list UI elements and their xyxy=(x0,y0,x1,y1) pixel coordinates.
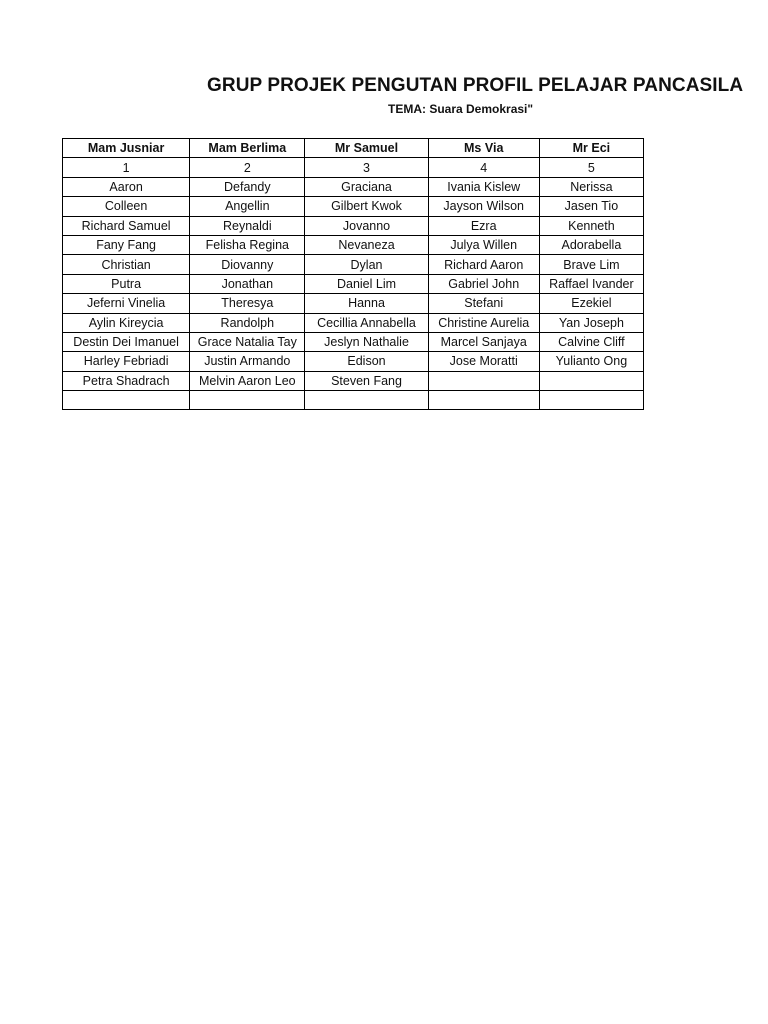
table-cell[interactable]: Defandy xyxy=(190,177,305,196)
table-cell[interactable] xyxy=(428,371,539,390)
table-cell[interactable]: Cecillia Annabella xyxy=(305,313,428,332)
table-cell[interactable]: Angellin xyxy=(190,197,305,216)
table-cell[interactable]: Hanna xyxy=(305,294,428,313)
table-cell[interactable]: 1 xyxy=(63,158,190,177)
table-cell[interactable]: Richard Aaron xyxy=(428,255,539,274)
table-cell[interactable]: Steven Fang xyxy=(305,371,428,390)
table-cell[interactable]: Jasen Tio xyxy=(539,197,643,216)
table-cell[interactable] xyxy=(305,391,428,410)
table-cell[interactable] xyxy=(539,371,643,390)
table-cell[interactable]: Ezra xyxy=(428,216,539,235)
table-cell[interactable]: Christine Aurelia xyxy=(428,313,539,332)
table-cell[interactable]: Aaron xyxy=(63,177,190,196)
table-cell[interactable]: Nevaneza xyxy=(305,235,428,254)
header-cell[interactable]: Mam Jusniar xyxy=(63,139,190,158)
table-cell[interactable]: Harley Febriadi xyxy=(63,352,190,371)
table-cell[interactable]: Gabriel John xyxy=(428,274,539,293)
table-row xyxy=(63,216,644,235)
table-cell[interactable]: Colleen xyxy=(63,197,190,216)
table-cell[interactable] xyxy=(539,391,643,410)
table-cell[interactable]: Felisha Regina xyxy=(190,235,305,254)
table-cell[interactable]: Richard Samuel xyxy=(63,216,190,235)
table-cell[interactable]: Jayson Wilson xyxy=(428,197,539,216)
title-clip xyxy=(0,72,744,100)
table-cell[interactable]: Yan Joseph xyxy=(539,313,643,332)
table-cell[interactable]: Reynaldi xyxy=(190,216,305,235)
table-cell[interactable]: Fany Fang xyxy=(63,235,190,254)
table-cell[interactable]: 2 xyxy=(190,158,305,177)
table-row xyxy=(63,294,644,313)
table-cell[interactable]: Stefani xyxy=(428,294,539,313)
table-row xyxy=(63,391,644,410)
table-cell[interactable]: 4 xyxy=(428,158,539,177)
table-cell[interactable]: Daniel Lim xyxy=(305,274,428,293)
table-cell[interactable]: Adorabella xyxy=(539,235,643,254)
table-cell[interactable]: Putra xyxy=(63,274,190,293)
table-cell[interactable]: Diovanny xyxy=(190,255,305,274)
table-cell[interactable]: Julya Willen xyxy=(428,235,539,254)
table-row xyxy=(63,274,644,293)
table-cell[interactable]: Nerissa xyxy=(539,177,643,196)
table-cell[interactable]: Jose Moratti xyxy=(428,352,539,371)
table-row xyxy=(63,177,644,196)
table-cell[interactable]: Randolph xyxy=(190,313,305,332)
table-row xyxy=(63,158,644,177)
table-row xyxy=(63,197,644,216)
table-cell[interactable]: Petra Shadrach xyxy=(63,371,190,390)
header-cell[interactable]: Mr Eci xyxy=(539,139,643,158)
page-subtitle: TEMA: Suara Demokrasi" xyxy=(388,102,534,116)
table-cell[interactable]: Jonathan xyxy=(190,274,305,293)
table-cell[interactable]: 5 xyxy=(539,158,643,177)
table-cell[interactable]: Brave Lim xyxy=(539,255,643,274)
header-cell[interactable]: Mr Samuel xyxy=(305,139,428,158)
table-cell[interactable]: Ivania Kislew xyxy=(428,177,539,196)
table-row xyxy=(63,255,644,274)
page-title: GRUP PROJEK PENGUTAN PROFIL PELAJAR PANCASILA xyxy=(207,75,744,96)
table-cell[interactable]: Edison xyxy=(305,352,428,371)
table-cell[interactable]: Dylan xyxy=(305,255,428,274)
group-table xyxy=(62,138,644,410)
table-cell[interactable]: Ezekiel xyxy=(539,294,643,313)
table-cell[interactable]: Graciana xyxy=(305,177,428,196)
header-cell[interactable]: Mam Berlima xyxy=(190,139,305,158)
table-row xyxy=(63,313,644,332)
table-cell[interactable]: Grace Natalia Tay xyxy=(190,332,305,351)
table-cell[interactable]: Raffael Ivander xyxy=(539,274,643,293)
table-cell[interactable]: Jeslyn Nathalie xyxy=(305,332,428,351)
table-cell[interactable]: Christian xyxy=(63,255,190,274)
table-cell[interactable]: Jovanno xyxy=(305,216,428,235)
table-cell[interactable]: Calvine Cliff xyxy=(539,332,643,351)
table-row xyxy=(63,352,644,371)
table-cell[interactable] xyxy=(63,391,190,410)
table-cell[interactable]: Yulianto Ong xyxy=(539,352,643,371)
table-cell[interactable]: Destin Dei Imanuel xyxy=(63,332,190,351)
table-cell[interactable]: 3 xyxy=(305,158,428,177)
table-cell[interactable]: Melvin Aaron Leo xyxy=(190,371,305,390)
table-cell[interactable] xyxy=(428,391,539,410)
table-cell[interactable]: Theresya xyxy=(190,294,305,313)
header-row xyxy=(63,139,644,158)
header-cell[interactable]: Ms Via xyxy=(428,139,539,158)
table-row xyxy=(63,332,644,351)
table-cell[interactable]: Justin Armando xyxy=(190,352,305,371)
table-cell[interactable]: Jeferni Vinelia xyxy=(63,294,190,313)
table-cell[interactable]: Kenneth xyxy=(539,216,643,235)
table-row xyxy=(63,371,644,390)
table-row xyxy=(63,235,644,254)
table-cell[interactable]: Aylin Kireycia xyxy=(63,313,190,332)
table-cell[interactable]: Marcel Sanjaya xyxy=(428,332,539,351)
table-cell[interactable] xyxy=(190,391,305,410)
table-cell[interactable]: Gilbert Kwok xyxy=(305,197,428,216)
